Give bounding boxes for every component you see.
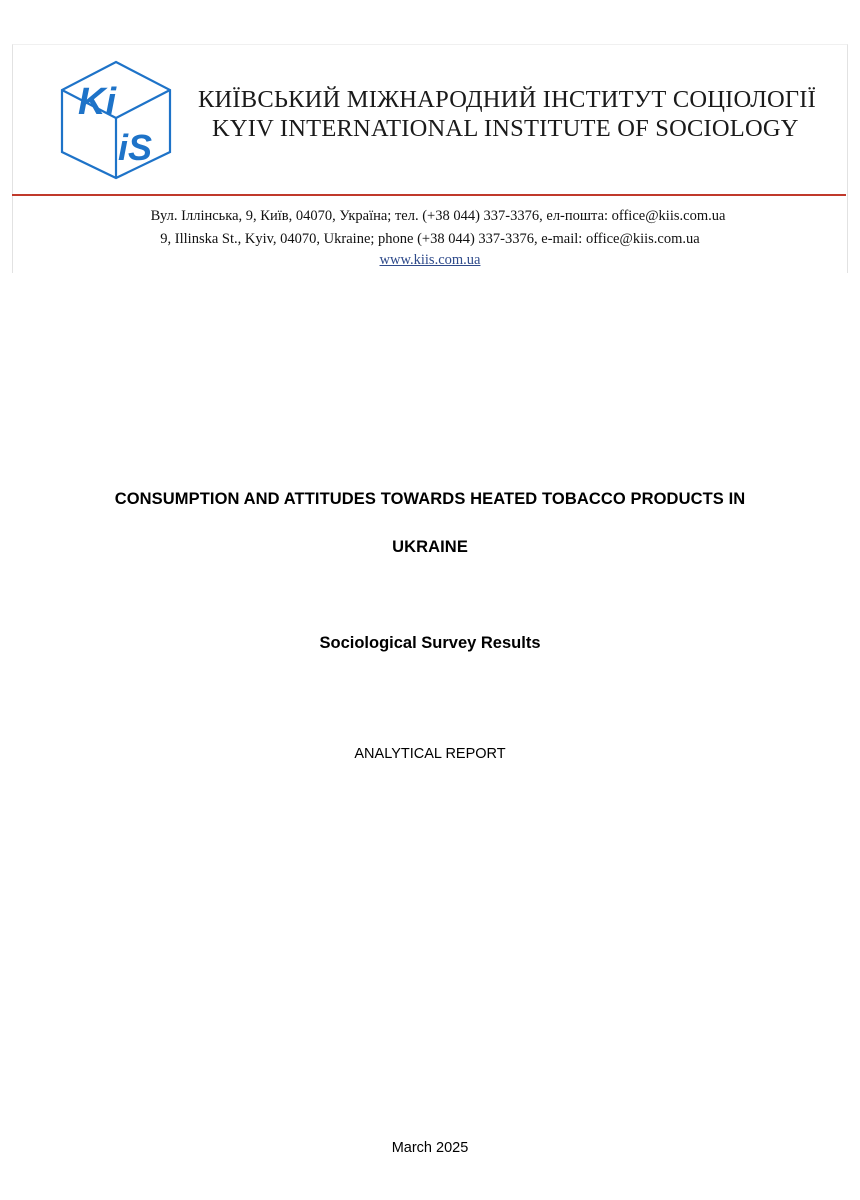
report-subtitle: Sociological Survey Results xyxy=(319,634,541,652)
address-ukrainian: Вул. Іллінська, 9, Київ, 04070, Україна; тел. (+38 044) 337-3376, ел-пошта: office@kiis.com.ua xyxy=(150,208,726,224)
kiis-logo xyxy=(58,58,174,182)
report-type: ANALYTICAL REPORT xyxy=(354,746,506,762)
org-name-ukrainian: КИЇВСЬКИЙ МІЖНАРОДНИЙ ІНСТИТУТ СОЦІОЛОГІЇ xyxy=(198,86,816,113)
logo-text-top: Ki xyxy=(78,81,116,123)
header-divider xyxy=(12,194,846,196)
report-date: March 2025 xyxy=(391,1140,469,1156)
logo-text-bottom: iS xyxy=(118,127,153,168)
address-english: 9, Illinska St., Kyiv, 04070, Ukraine; phone (+38 044) 337-3376, e-mail: office@kiis.com.ua xyxy=(160,231,700,247)
website-line xyxy=(0,252,860,269)
report-title-line-1: CONSUMPTION AND ATTITUDES TOWARDS HEATED TOBACCO PRODUCTS IN xyxy=(114,490,746,508)
org-name-english: KYIV INTERNATIONAL INSTITUTE OF SOCIOLOGY xyxy=(212,115,799,142)
website-link[interactable]: www.kiis.com.ua xyxy=(379,252,481,268)
report-title-line-2: UKRAINE xyxy=(392,538,468,556)
